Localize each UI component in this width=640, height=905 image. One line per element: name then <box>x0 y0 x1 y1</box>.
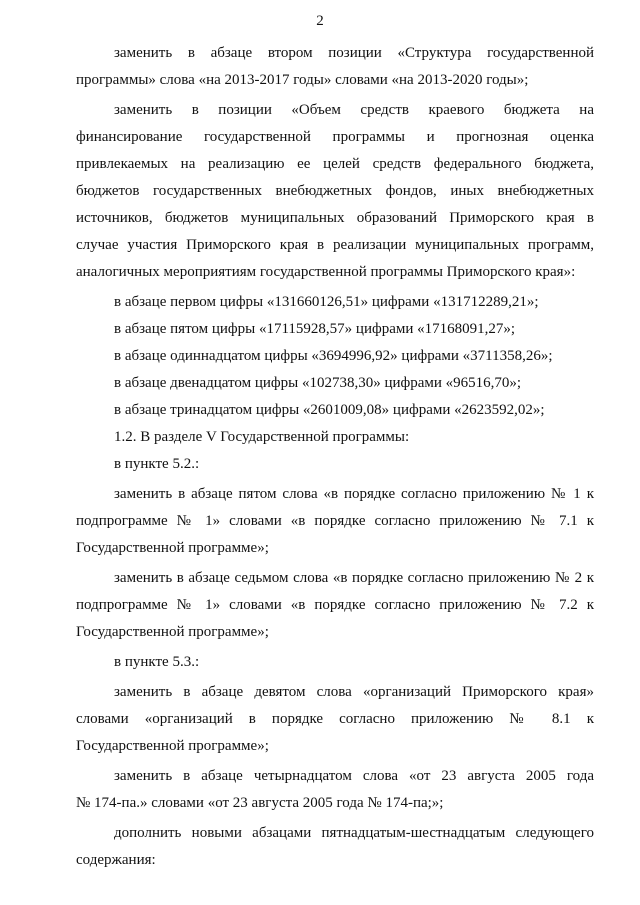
text-line: заменить в позиции «Объем средств краевого бюджета на <box>114 102 594 118</box>
text-line: в абзаце пятом цифры «17115928,57» цифрами «17168091,27»; <box>114 321 516 337</box>
document-body <box>76 40 594 874</box>
text-line: содержания: <box>76 852 156 868</box>
text-line: Государственной программе»; <box>76 540 269 556</box>
text-line: источников, бюджетов муниципальных образований Приморского края в <box>76 210 594 226</box>
text-line: заменить в абзаце седьмом слова «в порядке согласно приложению № 2 к <box>114 570 594 586</box>
text-line: 1.2. В разделе V Государственной программы: <box>114 429 410 445</box>
text-line: в абзаце двенадцатом цифры «102738,30» цифрами «96516,70»; <box>114 375 522 391</box>
text-line: бюджетов государственных внебюджетных фондов, иных внебюджетных <box>76 183 594 199</box>
text-line: в пункте 5.2.: <box>114 456 200 472</box>
text-line: в абзаце одиннадцатом цифры «3694996,92» цифрами «3711358,26»; <box>114 348 553 364</box>
page-number: 2 <box>316 13 324 29</box>
text-line: подпрограмме № 1» словами «в порядке согласно приложению № 7.1 к <box>76 513 594 529</box>
text-line: словами «организаций в порядке согласно приложению № 8.1 к <box>76 711 594 727</box>
text-line: привлекаемых на реализацию ее целей средств федерального бюджета, <box>76 156 594 172</box>
text-line: заменить в абзаце четырнадцатом слова «от 23 августа 2005 года <box>114 768 594 784</box>
text-line: в абзаце тринадцатом цифры «2601009,08» цифрами «2623592,02»; <box>114 402 545 418</box>
text-line: Государственной программе»; <box>76 738 269 754</box>
text-line: аналогичных мероприятиям государственной программы Приморского края»: <box>76 264 576 280</box>
text-line: заменить в абзаце девятом слова «организаций Приморского края» <box>114 684 594 700</box>
text-line: в абзаце первом цифры «131660126,51» цифрами «131712289,21»; <box>114 294 539 310</box>
text-line: подпрограмме № 1» словами «в порядке согласно приложению № 7.2 к <box>76 597 594 613</box>
text-line: программы» слова «на 2013-2017 годы» словами «на 2013-2020 годы»; <box>76 72 529 88</box>
text-line: в пункте 5.3.: <box>114 654 200 670</box>
text-line: случае участия Приморского края в реализации муниципальных программ, <box>76 237 594 253</box>
text-line: Государственной программе»; <box>76 624 269 640</box>
text-line: заменить в абзаце пятом слова «в порядке согласно приложению № 1 к <box>114 486 594 502</box>
text-line: финансирование государственной программы и прогнозная оценка <box>76 129 594 145</box>
text-line: дополнить новыми абзацами пятнадцатым-шестнадцатым следующего <box>114 825 594 841</box>
text-line: № 174-па.» словами «от 23 августа 2005 года № 174-па;»; <box>76 795 444 811</box>
text-line: заменить в абзаце втором позиции «Структура государственной <box>114 45 594 61</box>
